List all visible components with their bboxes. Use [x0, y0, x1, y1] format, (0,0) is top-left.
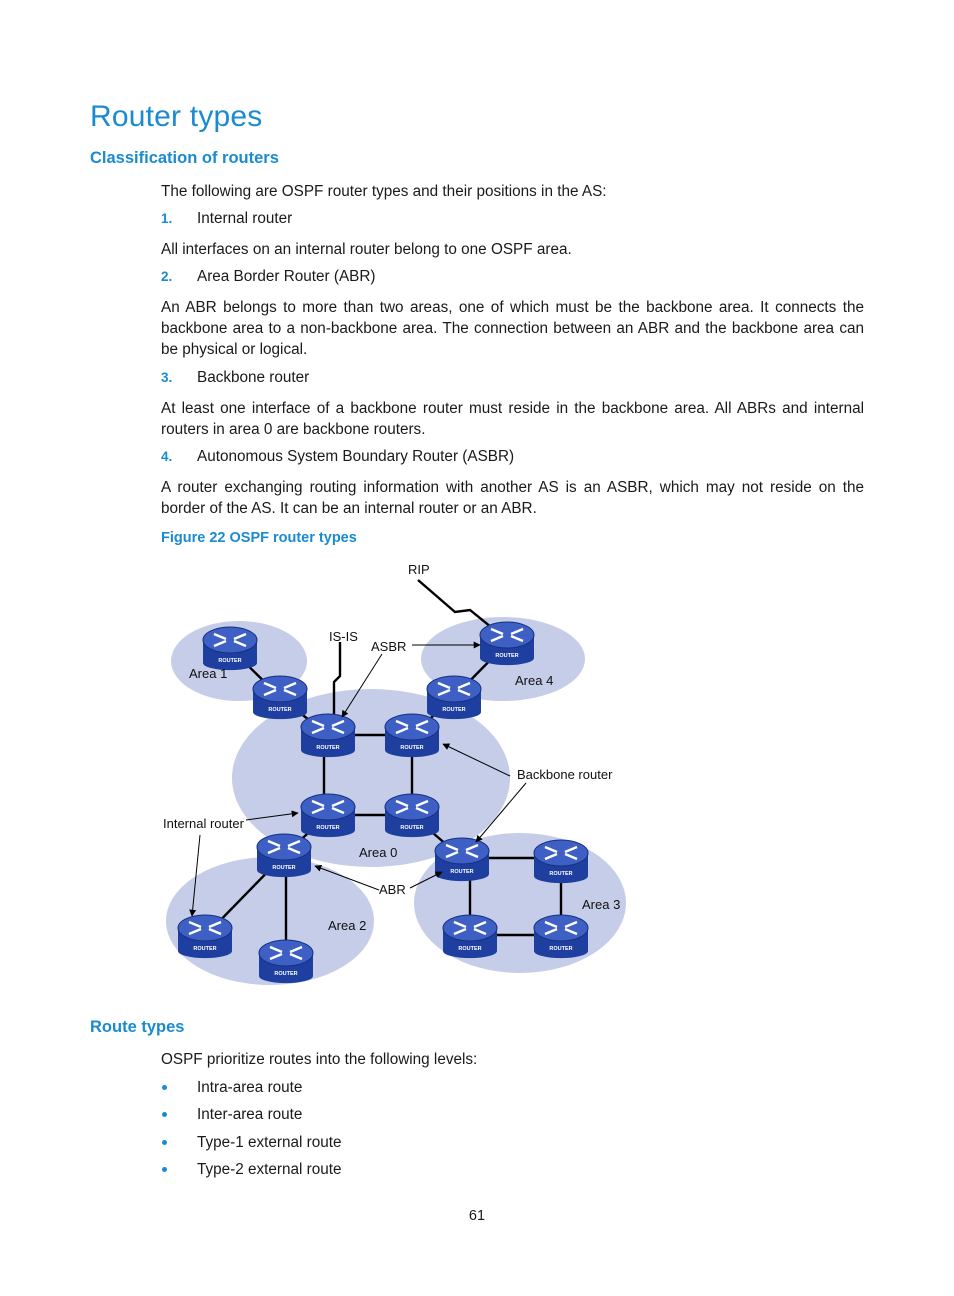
router-icon: [203, 627, 257, 670]
list-label: Autonomous System Boundary Router (ASBR): [197, 448, 515, 465]
internal-router-label: Internal router: [163, 816, 244, 831]
router-badge-text: ROUTER: [458, 946, 482, 952]
desc-internal-router: All interfaces on an internal router belong to one OSPF area.: [161, 241, 572, 258]
router-badge-text: ROUTER: [218, 658, 242, 664]
router-icon: [435, 838, 489, 881]
area0-label: Area 0: [359, 845, 398, 860]
list-number: 3.: [161, 370, 173, 385]
section-heading-classification: Classification of routers: [90, 149, 279, 167]
router-icon: [534, 915, 588, 958]
router-icon: [301, 714, 355, 757]
area3-label: Area 3: [582, 897, 621, 912]
router-icon: [301, 794, 355, 837]
router-badge-text: ROUTER: [193, 946, 217, 952]
rip-label: RIP: [408, 562, 430, 577]
router-badge-text: ROUTER: [274, 971, 298, 977]
list-label: Internal router: [197, 210, 293, 227]
isis-label: IS-IS: [329, 629, 358, 644]
intro-paragraph: The following are OSPF router types and their positions in the AS:: [161, 183, 607, 200]
router-icon: [259, 940, 313, 983]
bullet-text: Intra-area route: [197, 1079, 303, 1096]
bullet-text: Type-2 external route: [197, 1161, 342, 1178]
router-icon: [385, 714, 439, 757]
page-number: 61: [468, 1208, 486, 1224]
desc-asbr: A router exchanging routing information with another AS is an ASBR, which may not reside on the border of the AS. It can be an internal router or an ABR.: [161, 479, 864, 517]
router-badge-text: ROUTER: [316, 825, 340, 831]
list-label: Backbone router: [197, 369, 310, 386]
bullet-icon: [162, 1112, 167, 1117]
router-icon: [443, 915, 497, 958]
desc-backbone-router: At least one interface of a backbone router must reside in the backbone area. All ABRs and internal routers in area 0 are backbone routers.: [161, 400, 864, 438]
area4-label: Area 4: [515, 673, 554, 688]
list-label: Area Border Router (ABR): [197, 268, 376, 285]
router-badge-text: ROUTER: [400, 745, 424, 751]
area2-label: Area 2: [328, 918, 367, 933]
router-icon: [534, 840, 588, 883]
page-title: Router types: [90, 100, 263, 133]
abr-label: ABR: [379, 882, 406, 897]
router-badge-text: ROUTER: [316, 745, 340, 751]
list-number: 4.: [161, 449, 173, 464]
asbr-label: ASBR: [371, 639, 407, 654]
router-icon: [178, 915, 232, 958]
area1-label: Area 1: [189, 666, 228, 681]
router-badge-text: ROUTER: [268, 707, 292, 713]
router-badge-text: ROUTER: [549, 946, 573, 952]
router-badge-text: ROUTER: [495, 653, 519, 659]
router-icon: [385, 794, 439, 837]
router-icon: [427, 676, 481, 719]
bullet-icon: [162, 1167, 167, 1172]
section-heading-route-types: Route types: [90, 1018, 185, 1036]
bullet-text: Type-1 external route: [197, 1134, 342, 1151]
router-badge-text: ROUTER: [549, 871, 573, 877]
router-badge-text: ROUTER: [272, 865, 296, 871]
figure-caption: Figure 22 OSPF router types: [161, 530, 357, 546]
router-icon: [257, 834, 311, 877]
router-badge-text: ROUTER: [442, 707, 466, 713]
bullet-icon: [162, 1140, 167, 1145]
backbone-router-label: Backbone router: [517, 767, 613, 782]
list-number: 2.: [161, 269, 173, 284]
bullet-icon: [162, 1085, 167, 1090]
bullet-text: Inter-area route: [197, 1106, 303, 1123]
router-icon: [253, 676, 307, 719]
route-types-intro: OSPF prioritize routes into the following levels:: [161, 1051, 478, 1068]
router-icon: [480, 622, 534, 665]
desc-abr: An ABR belongs to more than two areas, one of which must be the backbone area. It connects the backbone area to a non-backbone area. The connection between an ABR and the backbone area can be physical or logical.: [161, 299, 864, 358]
router-badge-text: ROUTER: [400, 825, 424, 831]
router-badge-text: ROUTER: [450, 869, 474, 875]
list-number: 1.: [161, 211, 173, 226]
